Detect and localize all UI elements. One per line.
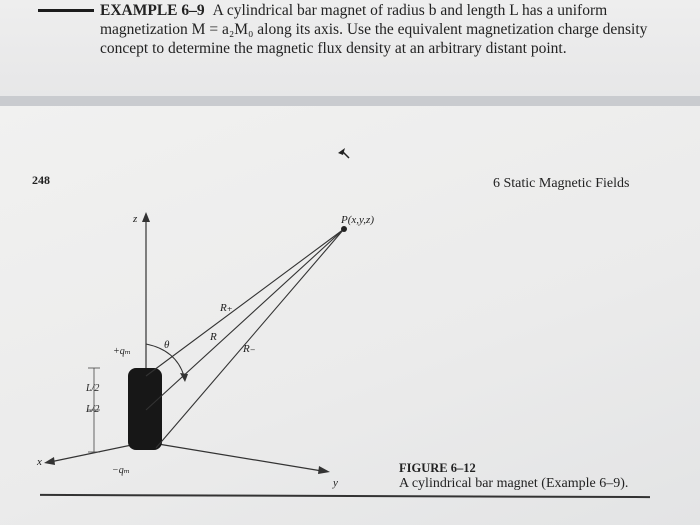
line-r xyxy=(146,229,344,410)
minus-qm-label: −qₘ xyxy=(112,465,130,476)
running-head: 6 Static Magnetic Fields xyxy=(493,176,630,191)
figure-caption-title: FIGURE 6–12 xyxy=(399,461,476,475)
theta-label: θ xyxy=(164,339,170,351)
point-p-label: P(x,y,z) xyxy=(341,214,374,226)
stray-arrow-tail xyxy=(343,152,349,158)
half-length-bottom-label: L/2 xyxy=(86,404,100,415)
bar-magnet xyxy=(128,368,162,450)
line-r-minus xyxy=(156,229,344,448)
r-label: R xyxy=(210,331,217,343)
example-text: A cylindrical bar magnet of radius b and length L has a uniform magnetization M = a₂M₀ along its axis. Use the equivalent magnetization charge density concept to determine the magnetic flux density at an arbitrary distant point. xyxy=(100,2,648,57)
z-axis-arrow xyxy=(142,212,150,222)
figure-caption: A cylindrical bar magnet (Example 6–9). xyxy=(399,476,629,491)
example-label: EXAMPLE 6–9 xyxy=(100,2,205,19)
y-axis xyxy=(146,442,322,471)
y-axis-arrow xyxy=(318,466,330,474)
plus-qm-label: +qₘ xyxy=(113,346,131,357)
x-axis-arrow xyxy=(44,457,55,465)
r-minus-label: R₋ xyxy=(243,343,256,355)
half-length-top-label: L/2 xyxy=(86,383,100,394)
page-number: 248 xyxy=(32,173,50,187)
point-p xyxy=(341,226,347,232)
y-label: y xyxy=(333,477,338,489)
r-plus-label: R₊ xyxy=(220,302,233,314)
x-label: x xyxy=(37,456,42,468)
z-label: z xyxy=(133,213,138,225)
